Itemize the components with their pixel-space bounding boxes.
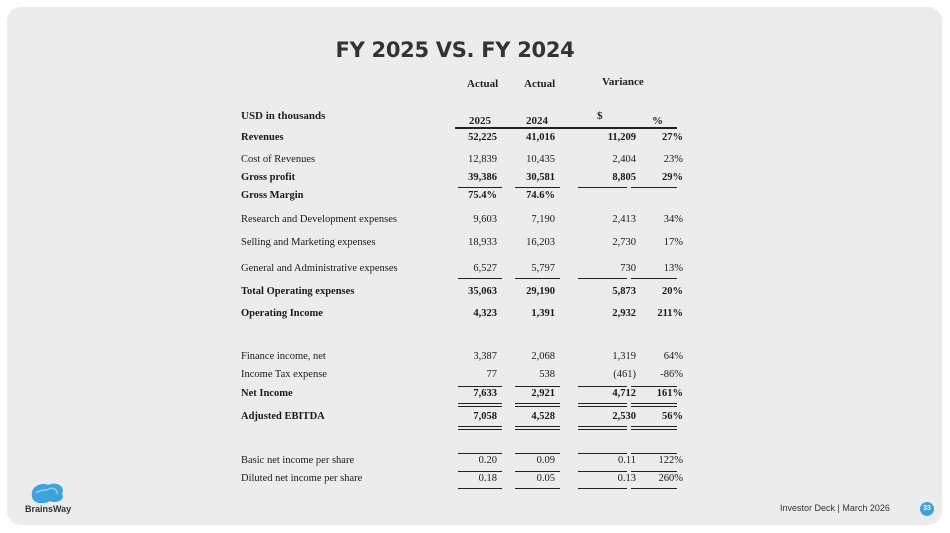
cell-pct: 23% <box>663 154 683 165</box>
cell-var: 0.13 <box>617 473 636 484</box>
cell-var: 8,805 <box>612 172 636 183</box>
cell-var: 2,932 <box>612 308 636 319</box>
row-label: Finance income, net <box>241 351 326 362</box>
rule-below <box>631 426 677 430</box>
rule-below <box>578 403 627 407</box>
header-units: USD in thousands <box>241 110 326 122</box>
header-rule <box>455 127 677 129</box>
brainsway-logo <box>22 480 72 516</box>
cell-var: 4,712 <box>612 388 636 399</box>
cell-v2024: 29,190 <box>526 286 555 297</box>
row-label: Total Operating expenses <box>241 286 355 297</box>
cell-v2025: 7,633 <box>473 388 497 399</box>
cell-var: 730 <box>620 263 636 274</box>
cell-v2025: 75.4% <box>468 190 497 201</box>
rule-above <box>578 453 627 454</box>
row-label: General and Administrative expenses <box>241 263 398 274</box>
cell-v2025: 35,063 <box>468 286 497 297</box>
row-label: Income Tax expense <box>241 369 327 380</box>
rule-below <box>458 187 502 188</box>
cell-pct: 20% <box>662 286 683 297</box>
cell-v2025: 6,527 <box>473 263 497 274</box>
cell-pct: 122% <box>658 455 683 466</box>
cell-pct: 64% <box>663 351 683 362</box>
header-dollar: $ <box>597 110 603 122</box>
rule-below <box>515 278 560 279</box>
cell-var: (461) <box>613 369 636 380</box>
cell-pct: 17% <box>663 237 683 248</box>
row-label: Basic net income per share <box>241 455 355 466</box>
cell-pct: 56% <box>662 411 683 422</box>
rule-above <box>631 453 677 454</box>
cell-v2024: 10,435 <box>526 154 555 165</box>
row-label: Gross Margin <box>241 190 304 201</box>
cell-var: 0.11 <box>618 455 636 466</box>
cell-v2025: 7,058 <box>473 411 497 422</box>
cell-pct: 29% <box>662 172 683 183</box>
rule-above <box>458 453 502 454</box>
rule-below <box>458 278 502 279</box>
cell-v2024: 5,797 <box>531 263 555 274</box>
footer-text: Investor Deck | March 2026 <box>780 503 890 513</box>
cell-pct: 34% <box>663 214 683 225</box>
cell-pct: 27% <box>662 132 683 143</box>
row-label: Diluted net income per share <box>241 473 363 484</box>
cell-v2024: 4,528 <box>531 411 555 422</box>
rule-below <box>578 488 627 489</box>
row-label: Gross profit <box>241 172 296 183</box>
cell-v2025: 39,386 <box>468 172 497 183</box>
cell-v2024: 41,016 <box>526 132 555 143</box>
cell-var: 2,530 <box>612 411 636 422</box>
rule-below <box>578 187 627 188</box>
row-label: Cost of Revenues <box>241 154 316 165</box>
cell-v2024: 0.05 <box>536 473 555 484</box>
rule-below <box>458 403 502 407</box>
cell-v2025: 3,387 <box>473 351 497 362</box>
row-label: Selling and Marketing expenses <box>241 237 376 248</box>
rule-above <box>515 453 560 454</box>
header-year-2024: 2024 <box>526 115 548 127</box>
rule-below <box>578 426 627 430</box>
rule-below <box>515 403 560 407</box>
rule-above <box>631 386 677 387</box>
row-label: Operating Income <box>241 308 323 319</box>
cell-v2025: 77 <box>486 369 497 380</box>
cell-var: 2,730 <box>612 237 636 248</box>
cell-pct: 13% <box>663 263 683 274</box>
cell-var: 2,413 <box>612 214 636 225</box>
cell-v2024: 74.6% <box>526 190 555 201</box>
logo-text: BrainsWay <box>25 504 72 514</box>
cell-pct: 211% <box>657 308 683 319</box>
cell-v2024: 2,068 <box>531 351 555 362</box>
rule-above <box>631 471 677 472</box>
rule-above <box>515 386 560 387</box>
cell-v2025: 18,933 <box>468 237 497 248</box>
cell-v2024: 16,203 <box>526 237 555 248</box>
header-year-2025: 2025 <box>469 115 491 127</box>
row-label: Net Income <box>241 388 293 399</box>
cell-pct: 260% <box>658 473 683 484</box>
header-actual-2025: Actual <box>467 78 499 90</box>
header-percent: % <box>652 115 663 127</box>
cell-v2025: 52,225 <box>468 132 497 143</box>
cell-v2024: 0.09 <box>536 455 555 466</box>
cell-pct: 161% <box>656 388 683 399</box>
rule-below <box>515 187 560 188</box>
cell-v2024: 2,921 <box>531 388 555 399</box>
cell-v2024: 30,581 <box>526 172 555 183</box>
cell-var: 1,319 <box>612 351 636 362</box>
rule-below <box>458 488 502 489</box>
row-label: Adjusted EBITDA <box>241 411 325 422</box>
cell-v2025: 12,839 <box>468 154 497 165</box>
page-title: FY 2025 VS. FY 2024 <box>335 38 575 62</box>
cell-var: 11,209 <box>607 132 636 143</box>
rule-below <box>458 426 502 430</box>
page-number-badge: 33 <box>920 502 934 516</box>
header-actual-2024: Actual <box>524 78 556 90</box>
rule-below <box>578 278 627 279</box>
header-variance: Variance <box>602 76 644 88</box>
row-label: Research and Development expenses <box>241 214 397 225</box>
row-label: Revenues <box>241 132 284 143</box>
rule-below <box>631 488 677 489</box>
cell-v2024: 1,391 <box>531 308 555 319</box>
cell-var: 5,873 <box>612 286 636 297</box>
rule-below <box>631 403 677 407</box>
cell-v2025: 4,323 <box>473 308 497 319</box>
rule-above <box>578 471 627 472</box>
cell-v2025: 9,603 <box>473 214 497 225</box>
rule-above <box>458 471 502 472</box>
rule-above <box>458 386 502 387</box>
rule-below <box>631 187 677 188</box>
cell-v2024: 538 <box>539 369 555 380</box>
cell-v2024: 7,190 <box>531 214 555 225</box>
rule-below <box>515 426 560 430</box>
rule-below <box>631 278 677 279</box>
rule-above <box>578 386 627 387</box>
cell-v2025: 0.18 <box>478 473 497 484</box>
rule-below <box>515 488 560 489</box>
rule-above <box>515 471 560 472</box>
cell-pct: -86% <box>660 369 683 380</box>
cell-v2025: 0.20 <box>478 455 497 466</box>
cell-var: 2,404 <box>612 154 636 165</box>
